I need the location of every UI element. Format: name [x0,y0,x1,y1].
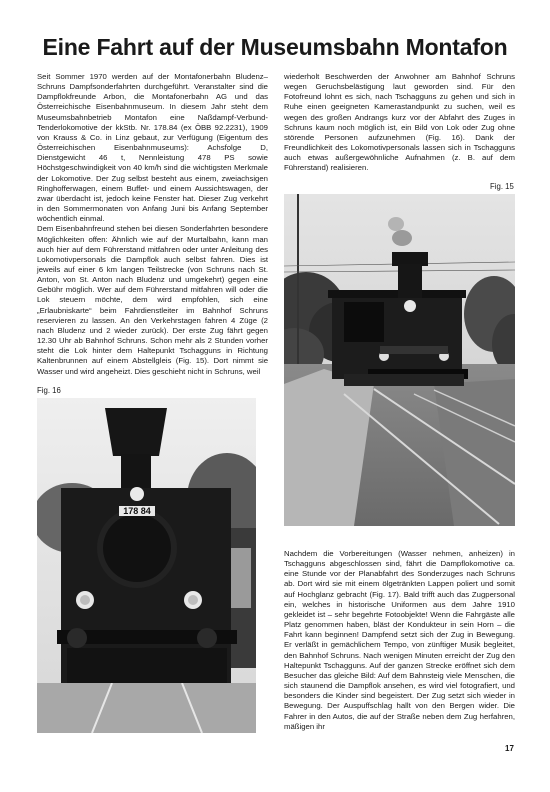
article-title: Eine Fahrt auf der Museumsbahn Montafon [42,34,508,60]
locomotive-side-view-image [284,194,515,526]
locomotive-number-plate: 178 84 [123,506,151,516]
paragraph: Dem Eisenbahnfreund stehen bei diesen Sonderfahrten besondere Möglichkeiten offen: Ähnlich wie auf der Murtalbahn, kann man auch hier auf dem Führerstand mitfahren oder unter Anleitung des Lokomotivpersonals die Dampflok auch selbst fahren. Dies ist jeweils auf einer 6 km langen Teilstrecke (von Schruns nach St. Anton, von St. Anton nach Bludenz und umgekehrt) gegen eine Gebühr möglich. Wer auf dem Führerstand mitfahren will oder die Lok steuern möchte, dem wird empfohlen, sich eine „Erlaubniskarte“ beim Fahrdienstleiter im Bahnhof Schruns reservieren zu lassen. An den Verkehrstagen fahren 4 Züge (2 nach Bludenz und 2 wieder zurück). Der erste Zug fährt gegen 12.30 Uhr ab Bahnhof Schruns. Schon mehr als 2 Stunden vorher steht die Lok hinter dem Haltepunkt Tschagguns in Richtung Kaltenbrunnen auf einem Abstellgleis (Fig. 15). Dort nimmt sie Wasser und wird angeheizt. Dies geschieht nicht in Schruns, weil [37,224,268,376]
figure-16-photo [37,398,256,733]
right-column-top [284,72,515,174]
right-column-bottom [284,549,515,732]
figure-16-caption: Fig. 16 [37,386,61,395]
locomotive-front-view-image [37,398,256,733]
figure-15-caption: Fig. 15 [490,182,514,191]
paragraph: Seit Sommer 1970 werden auf der Montafonerbahn Bludenz–Schruns Dampfsonderfahrten durchgeführt. Veranstalter sind die Dampflokfreunde Arbon, die Montafonerbahn AG und das Österreichische Eisenbahnmuseum. In diesem Jahr steht dem Museumsbahnbetrieb Montafon eine Naßdampf-Verbund-Tenderlokomotive der kkStb. Nr. 178.84 (ex ÖBB 92.2231), 1909 von Krauss & Co. in Linz gebaut, zur Verfügung (Eigentum des Österreichischen Eisenbahnmuseums): Achsfolge D, Dienstgewicht 46 t, Nennleistung 478 PS sowie Höchstgeschwindigkeit von 40 km/h sind die wichtigsten Merkmale der Lokomotive. Der Zug selbst besteht aus einem, zweiachsigen Ringhofferwagen, einem Buffet- und einem Aussichtswagen, der zwar überdacht ist, jedoch keine Fenster hat. Dieser Zug verkehrt in den Sommermonaten von Anfang Juni bis Anfang September wöchentlich einmal. [37,72,268,224]
page-number: 17 [505,744,514,753]
paragraph: Nachdem die Vorbereitungen (Wasser nehmen, anheizen) in Tschagguns abgeschlossen sind, fährt die Dampflokomotive ca. eine Stunde vor der Planabfahrt des Sonderzuges nach Schruns ab. Dort wird sie mit einem ölgetränkten Lappen poliert und somit auf Hochglanz gebracht (Fig. 17). Bald trifft auch das Zugpersonal ein, welches in historische Uniformen aus dem Jahre 1910 gekleidet ist – sehr begehrte Fotoobjekte! Wenn die Fahrgäste alle Platz genommen haben, bläst der Kondukteur in sein Horn – die Fahrt kann beginnen! Dampfend setzt sich der Zug in Bewegung. Er verläßt in gemächlichem Tempo, von zünftiger Musik begleitet, den Bahnhof Schruns. Nach wenigen Minuten erreicht der Zug den Haltepunkt Tschagguns. Auf der ganzen Strecke eröffnet sich dem Besucher das gleiche Bild: Auf dem Bahnsteig viele Menschen, die sich staunend die Dampflok ansehen, es wird viel fotografiert, und besonders die Kinder sind begeistert. Der Zug setzt sich wieder in Bewegung. Der Auspuffschlag hallt von den Bergen wider. Die Fahrer in den Autos, die auf der Straße neben dem Zug herfahren, mäßigen ihr [284,549,515,731]
paragraph: wiederholt Beschwerden der Anwohner am Bahnhof Schruns wegen Geruchsbelästigung laut geworden sind. Für den Fotofreund lohnt es sich, nach Tschagguns zu gehen und sich in Ruhe einen geeigneten Kamerastandpunkt zu suchen, weil es wegen des großen Andrangs kurz vor der Abfahrt des Zuges in Schruns kaum noch möglich ist, ein Bild von Lok oder Zug ohne störende Personen aufzunehmen (Fig. 16). Dank der Freundlichkeit des Lokomotivpersonals lassen sich in Tschagguns auch etwas außergewöhnliche Aufnahmen (z. B. auf dem Führerstand) realisieren. [284,72,515,173]
left-column [37,72,268,377]
figure-15-photo [284,194,515,526]
